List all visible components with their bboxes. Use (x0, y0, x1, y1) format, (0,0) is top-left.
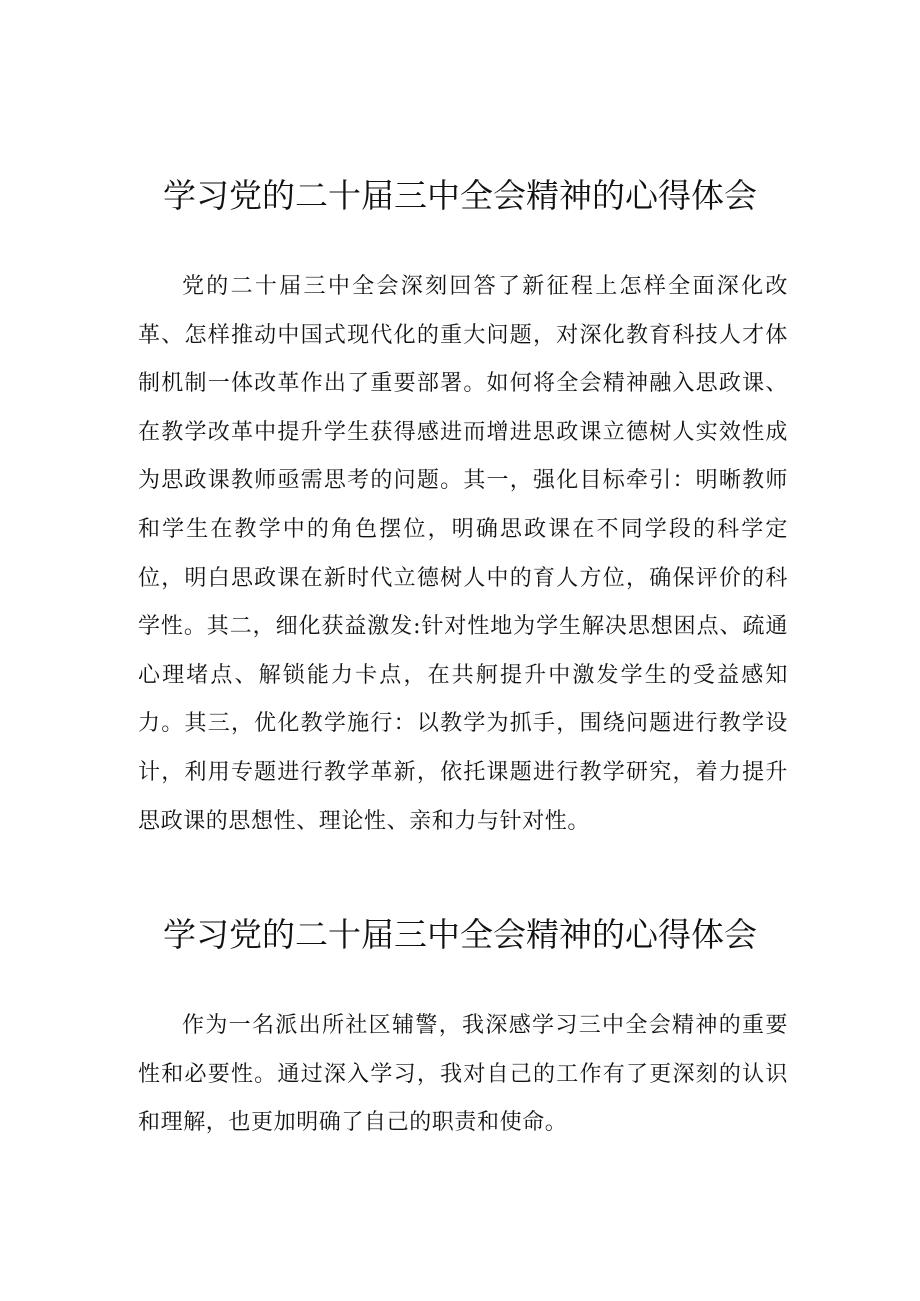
section-paragraph: 作为一名派出所社区辅警，我深感学习三中全会精神的重要性和必要性。通过深入学习，我对自己的工作有了更深刻的认识和理解，也更加明确了自己的职责和使命。 (138, 1013, 788, 1136)
section-paragraph: 党的二十届三中全会深刻回答了新征程上怎样全面深化改革、怎样推动中国式现代化的重大问题，对深化教育科技人才体制机制一体改革作出了重要部署。如何将全会精神融入思政课、在教学改革中提升学生获得感进而增进思政课立德树人实效性成为思政课教师亟需思考的问题。其一，强化目标牵引：明晰教师和学生在教学中的角色摆位，明确思政课在不同学段的科学定位，明白思政课在新时代立德树人中的育人方位，确保评价的科学性。其二，细化获益激发:针对性地为学生解决思想困点、疏通心理堵点、解锁能力卡点，在共舸提升中激发学生的受益感知力。其三，优化教学施行：以教学为抓手，围绕问题进行教学设计，利用专题进行教学革新，依托课题进行教学研究，着力提升思政课的思想性、理论性、亲和力与针对性。 (138, 274, 788, 834)
section-title: 学习党的二十届三中全会精神的心得体会 (163, 176, 757, 215)
section-title: 学习党的二十届三中全会精神的心得体会 (163, 915, 757, 954)
